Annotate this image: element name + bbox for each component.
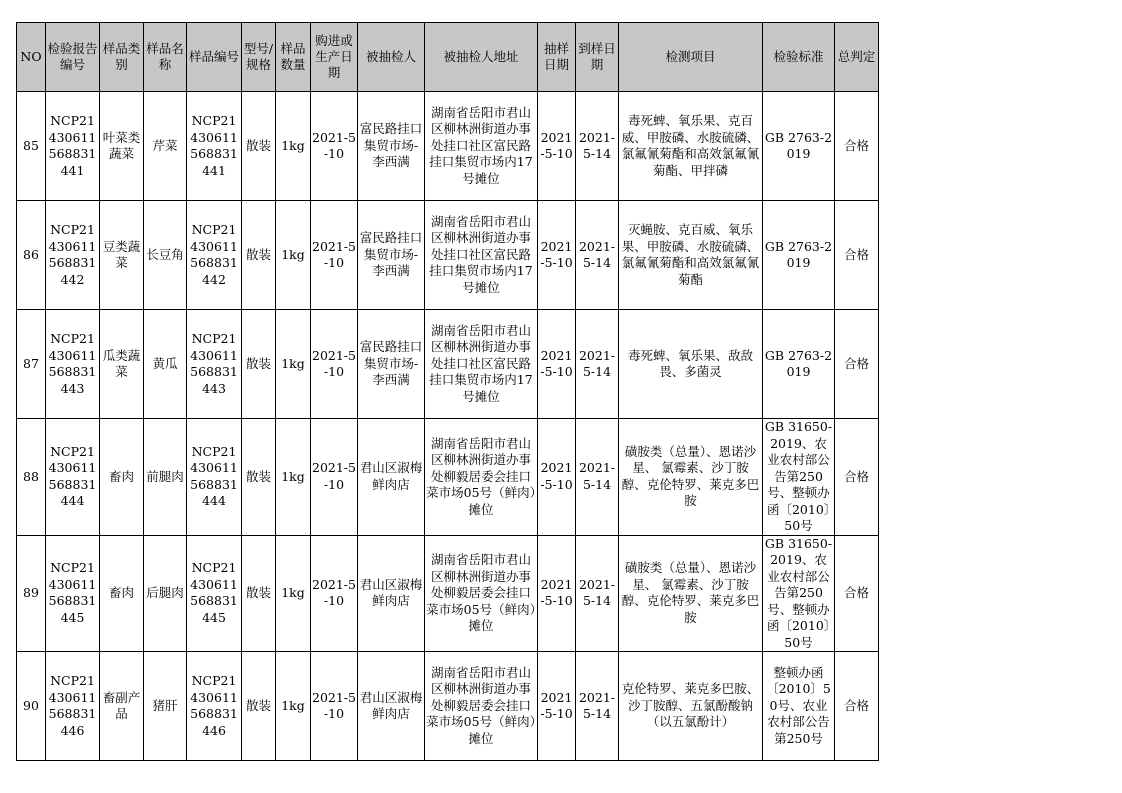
header-inspected: 被抽检人: [358, 23, 425, 92]
cell-sample-name: 黄瓜: [144, 310, 187, 419]
cell-report-no: NCP21430611568831443: [46, 310, 100, 419]
cell-qty: 1kg: [276, 92, 311, 201]
header-no: NO: [17, 23, 46, 92]
cell-category: 叶菜类蔬菜: [100, 92, 144, 201]
cell-no: 89: [17, 535, 46, 652]
cell-standard: 整顿办函〔2010〕50号、农业农村部公告第250号: [763, 652, 835, 761]
cell-category: 瓜类蔬菜: [100, 310, 144, 419]
header-prod-date: 购进或生产日期: [311, 23, 358, 92]
cell-standard: GB 31650-2019、农业农村部公告第250号、整顿办函〔2010〕50号: [763, 419, 835, 536]
cell-standard: GB 2763-2019: [763, 201, 835, 310]
cell-sample-date: 2021-5-10: [538, 310, 576, 419]
cell-sample-name: 前腿肉: [144, 419, 187, 536]
cell-sample-no: NCP21430611568831446: [187, 652, 242, 761]
cell-spec: 散装: [242, 535, 276, 652]
cell-category: 畜肉: [100, 419, 144, 536]
cell-arrive-date: 2021-5-14: [576, 535, 619, 652]
header-category: 样品类别: [100, 23, 144, 92]
cell-address: 湖南省岳阳市君山区柳林洲街道办事处挂口社区富民路挂口集贸市场内17号摊位: [425, 310, 538, 419]
cell-no: 86: [17, 201, 46, 310]
cell-standard: GB 2763-2019: [763, 310, 835, 419]
cell-sample-date: 2021-5-10: [538, 201, 576, 310]
cell-inspected: 君山区淑梅鲜肉店: [358, 652, 425, 761]
cell-arrive-date: 2021-5-14: [576, 419, 619, 536]
header-sample-no: 样品编号: [187, 23, 242, 92]
cell-qty: 1kg: [276, 201, 311, 310]
cell-qty: 1kg: [276, 535, 311, 652]
cell-address: 湖南省岳阳市君山区柳林洲街道办事处挂口社区富民路挂口集贸市场内17号摊位: [425, 201, 538, 310]
cell-inspected: 富民路挂口集贸市场-李西满: [358, 92, 425, 201]
table-row: [17, 92, 879, 201]
cell-spec: 散装: [242, 419, 276, 536]
cell-qty: 1kg: [276, 652, 311, 761]
cell-verdict: 合格: [835, 535, 879, 652]
cell-sample-name: 猪肝: [144, 652, 187, 761]
cell-prod-date: 2021-5-10: [311, 535, 358, 652]
cell-prod-date: 2021-5-10: [311, 652, 358, 761]
cell-qty: 1kg: [276, 419, 311, 536]
table-row: [17, 652, 879, 761]
cell-sample-date: 2021-5-10: [538, 535, 576, 652]
cell-report-no: NCP21430611568831442: [46, 201, 100, 310]
table-row: [17, 310, 879, 419]
cell-inspected: 富民路挂口集贸市场-李西满: [358, 310, 425, 419]
cell-arrive-date: 2021-5-14: [576, 310, 619, 419]
cell-prod-date: 2021-5-10: [311, 419, 358, 536]
cell-sample-no: NCP21430611568831444: [187, 419, 242, 536]
cell-arrive-date: 2021-5-14: [576, 652, 619, 761]
header-row: [17, 23, 879, 92]
cell-inspected: 富民路挂口集贸市场-李西满: [358, 201, 425, 310]
cell-no: 88: [17, 419, 46, 536]
cell-verdict: 合格: [835, 92, 879, 201]
cell-qty: 1kg: [276, 310, 311, 419]
cell-sample-no: NCP21430611568831441: [187, 92, 242, 201]
cell-no: 90: [17, 652, 46, 761]
cell-sample-name: 长豆角: [144, 201, 187, 310]
cell-items: 毒死蜱、氧乐果、克百威、甲胺磷、水胺硫磷、氯氟氰菊酯和高效氯氟氰菊酯、甲拌磷: [619, 92, 763, 201]
header-arrive-date: 到样日期: [576, 23, 619, 92]
header-verdict: 总判定: [835, 23, 879, 92]
cell-sample-name: 后腿肉: [144, 535, 187, 652]
cell-standard: GB 31650-2019、农业农村部公告第250号、整顿办函〔2010〕50号: [763, 535, 835, 652]
cell-arrive-date: 2021-5-14: [576, 92, 619, 201]
cell-items: 磺胺类（总量）、恩诺沙星、 氯霉素、沙丁胺醇、克伦特罗、莱克多巴胺: [619, 419, 763, 536]
header-report-no: 检验报告编号: [46, 23, 100, 92]
cell-spec: 散装: [242, 201, 276, 310]
cell-items: 灭蝇胺、克百威、氧乐果、甲胺磷、水胺硫磷、氯氟氰菊酯和高效氯氟氰菊酯: [619, 201, 763, 310]
cell-prod-date: 2021-5-10: [311, 201, 358, 310]
cell-verdict: 合格: [835, 310, 879, 419]
cell-spec: 散装: [242, 92, 276, 201]
cell-inspected: 君山区淑梅鲜肉店: [358, 419, 425, 536]
inspection-results-table: [16, 22, 879, 761]
header-spec: 型号/规格: [242, 23, 276, 92]
cell-spec: 散装: [242, 310, 276, 419]
cell-address: 湖南省岳阳市君山区柳林洲街道办事处柳毅居委会挂口菜市场05号（鲜肉）摊位: [425, 419, 538, 536]
cell-report-no: NCP21430611568831445: [46, 535, 100, 652]
cell-items: 毒死蜱、氧乐果、敌敌畏、多菌灵: [619, 310, 763, 419]
cell-prod-date: 2021-5-10: [311, 92, 358, 201]
table-row: [17, 419, 879, 536]
cell-arrive-date: 2021-5-14: [576, 201, 619, 310]
cell-sample-date: 2021-5-10: [538, 419, 576, 536]
cell-category: 畜副产品: [100, 652, 144, 761]
header-standard: 检验标准: [763, 23, 835, 92]
cell-sample-name: 芹菜: [144, 92, 187, 201]
header-qty: 样品数量: [276, 23, 311, 92]
cell-address: 湖南省岳阳市君山区柳林洲街道办事处挂口社区富民路挂口集贸市场内17号摊位: [425, 92, 538, 201]
cell-inspected: 君山区淑梅鲜肉店: [358, 535, 425, 652]
cell-report-no: NCP21430611568831441: [46, 92, 100, 201]
cell-report-no: NCP21430611568831446: [46, 652, 100, 761]
cell-items: 克伦特罗、莱克多巴胺、沙丁胺醇、五氯酚酸钠（以五氯酚计）: [619, 652, 763, 761]
cell-category: 畜肉: [100, 535, 144, 652]
cell-category: 豆类蔬菜: [100, 201, 144, 310]
cell-sample-date: 2021-5-10: [538, 92, 576, 201]
cell-verdict: 合格: [835, 419, 879, 536]
cell-verdict: 合格: [835, 201, 879, 310]
header-address: 被抽检人地址: [425, 23, 538, 92]
cell-sample-no: NCP21430611568831442: [187, 201, 242, 310]
header-sample-name: 样品名称: [144, 23, 187, 92]
cell-verdict: 合格: [835, 652, 879, 761]
cell-sample-no: NCP21430611568831445: [187, 535, 242, 652]
cell-sample-no: NCP21430611568831443: [187, 310, 242, 419]
cell-items: 磺胺类（总量）、恩诺沙星、 氯霉素、沙丁胺醇、克伦特罗、莱克多巴胺: [619, 535, 763, 652]
cell-standard: GB 2763-2019: [763, 92, 835, 201]
header-items: 检测项目: [619, 23, 763, 92]
cell-spec: 散装: [242, 652, 276, 761]
cell-address: 湖南省岳阳市君山区柳林洲街道办事处柳毅居委会挂口菜市场05号（鲜肉）摊位: [425, 652, 538, 761]
cell-sample-date: 2021-5-10: [538, 652, 576, 761]
header-sample-date: 抽样日期: [538, 23, 576, 92]
cell-no: 85: [17, 92, 46, 201]
cell-prod-date: 2021-5-10: [311, 310, 358, 419]
cell-address: 湖南省岳阳市君山区柳林洲街道办事处柳毅居委会挂口菜市场05号（鲜肉）摊位: [425, 535, 538, 652]
table-row: [17, 201, 879, 310]
cell-no: 87: [17, 310, 46, 419]
cell-report-no: NCP21430611568831444: [46, 419, 100, 536]
table-row: [17, 535, 879, 652]
